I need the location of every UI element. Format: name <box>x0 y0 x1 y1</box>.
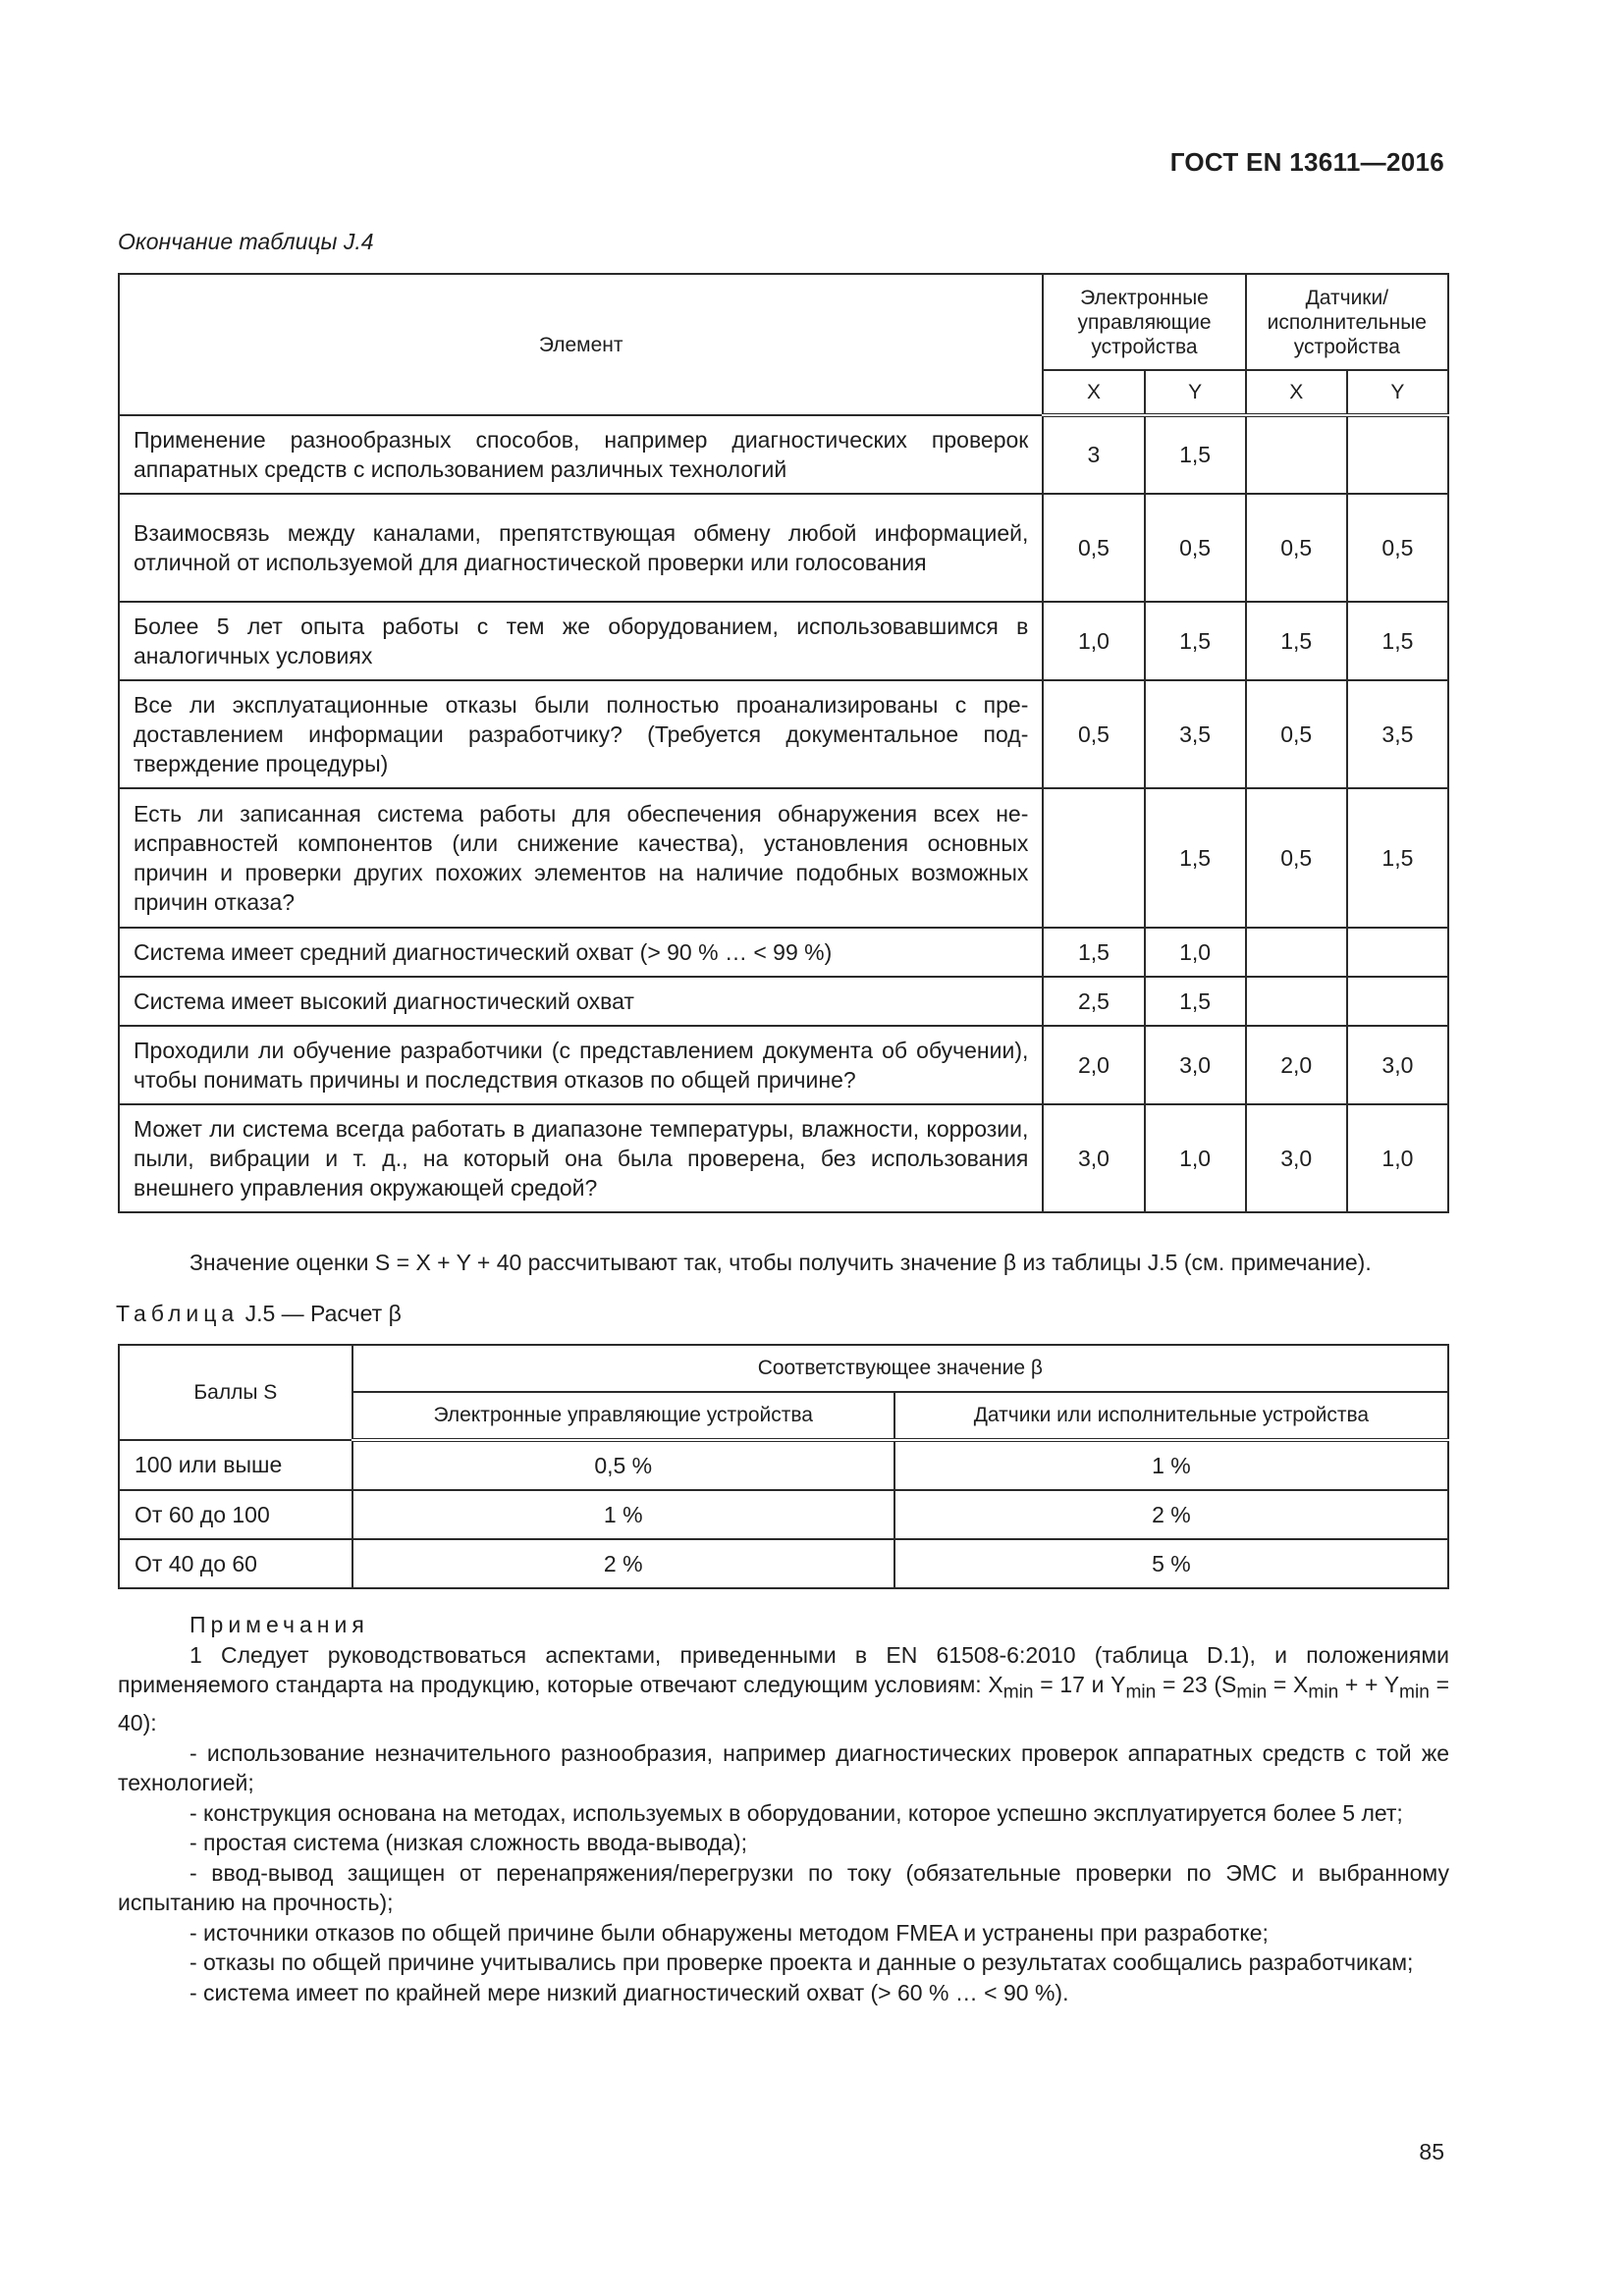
list-item: - система имеет по крайней мере низкий диагностический охват (> 60 % … < 90 %). <box>189 1979 1069 2005</box>
score-range: От 60 до 100 <box>119 1490 352 1539</box>
beta-electronic: 2 % <box>352 1539 894 1588</box>
table-row <box>119 1104 1448 1212</box>
note-1 <box>118 1640 1449 1738</box>
beta-electronic: 0,5 % <box>352 1440 894 1490</box>
table-row <box>119 415 1448 494</box>
value-sensors-x: 1,5 <box>1246 602 1347 680</box>
notes-section <box>118 1610 1449 2007</box>
header-sensors-x: X <box>1246 370 1347 415</box>
beta-electronic: 1 % <box>352 1490 894 1539</box>
value-sensors-x: 0,5 <box>1246 494 1347 602</box>
value-electronic-y: 0,5 <box>1145 494 1246 602</box>
value-sensors-y: 3,5 <box>1347 680 1448 788</box>
value-sensors-y: 1,5 <box>1347 602 1448 680</box>
note-1-text-a: 1 Следует руководствоваться аспектами, приведенными в EN 61508-6:2010 (таблица D.1), и положениями применяемого стандарта на продукцию, которые отвечают следующим условиям: X <box>118 1641 1449 1697</box>
value-electronic-x: 0,5 <box>1043 494 1144 602</box>
value-sensors-x <box>1246 977 1347 1026</box>
value-sensors-x: 0,5 <box>1246 680 1347 788</box>
value-sensors-x: 3,0 <box>1246 1104 1347 1212</box>
value-electronic-y: 1,5 <box>1145 977 1246 1026</box>
header-electronic-x: X <box>1043 370 1144 415</box>
subscript-min: min <box>1002 1682 1034 1703</box>
value-electronic-x: 3 <box>1043 415 1144 494</box>
note-1-text-f: = 40): <box>118 1672 1450 1736</box>
table-j4 <box>118 273 1449 1213</box>
element-text: Система имеет высокий диагностический охват <box>119 977 1043 1026</box>
note-1-text-c: = 23 (S <box>1156 1672 1237 1697</box>
beta-sensors: 1 % <box>894 1440 1448 1490</box>
value-sensors-x <box>1246 415 1347 494</box>
value-sensors-y <box>1347 415 1448 494</box>
beta-sensors: 2 % <box>894 1490 1448 1539</box>
list-item: - простая система (низкая сложность ввода-вывода); <box>189 1830 747 1856</box>
table-row <box>119 494 1448 602</box>
list-item: - использование незначительного разнообразия, например диагностических проверок аппаратных средств с той же технологией; <box>118 1739 1449 1796</box>
subscript-min: min <box>1399 1682 1430 1703</box>
table-row <box>119 602 1448 680</box>
note-1-text-e: + + Y <box>1338 1672 1400 1697</box>
list-item: - ввод-вывод защищен от перенапряжения/перегрузки по току (обязательные проверки по ЭМС и выбранному испытанию на прочность); <box>118 1859 1449 1916</box>
value-electronic-x: 1,0 <box>1043 602 1144 680</box>
value-electronic-y: 1,5 <box>1145 415 1246 494</box>
notes-title: Примечания <box>189 1612 369 1637</box>
note-1-text-d: = X <box>1267 1672 1309 1697</box>
list-item: - конструкция основана на методах, используемых в оборудовании, которое успешно эксплуатируется более 5 лет; <box>189 1799 1403 1826</box>
subscript-min: min <box>1125 1682 1157 1703</box>
page-number: 85 <box>1419 2139 1444 2164</box>
list-item: - отказы по общей причине учитывались при проверке проекта и данные о результатах сообщались разработчикам; <box>189 1949 1414 1976</box>
header-scores: Баллы S <box>119 1345 352 1440</box>
value-electronic-y: 3,5 <box>1145 680 1246 788</box>
table-continuation-caption: Окончание таблицы J.4 <box>118 229 374 254</box>
table-row <box>119 1026 1448 1104</box>
score-range: 100 или выше <box>119 1440 352 1490</box>
value-electronic-x: 3,0 <box>1043 1104 1144 1212</box>
list-item: - источники отказов по общей причине были обнаружены методом FMEA и устранены при разработке; <box>189 1919 1269 1946</box>
header-sensors-y: Y <box>1347 370 1448 415</box>
value-sensors-y: 1,0 <box>1347 1104 1448 1212</box>
header-sensors-actuators: Датчики/ исполнительные устройства <box>1246 274 1448 370</box>
value-electronic-y: 3,0 <box>1145 1026 1246 1104</box>
document-id-header: ГОСТ EN 13611—2016 <box>1169 147 1444 177</box>
value-sensors-y <box>1347 928 1448 977</box>
table-row <box>119 928 1448 977</box>
note-1-text-b: = 17 и Y <box>1033 1672 1126 1697</box>
header-electronic-y: Y <box>1145 370 1246 415</box>
value-electronic-y: 1,5 <box>1145 788 1246 928</box>
value-electronic-y: 1,0 <box>1145 1104 1246 1212</box>
table-j5-title <box>116 1301 402 1327</box>
table-row <box>119 1490 1448 1539</box>
beta-sensors: 5 % <box>894 1539 1448 1588</box>
value-electronic-x <box>1043 788 1144 928</box>
value-electronic-x: 0,5 <box>1043 680 1144 788</box>
element-text: Все ли эксплуатационные отказы были полностью проанализированы с предоставлением информации разработчику? (Требуется документальное подтверждение процедуры) <box>119 680 1043 788</box>
table-row <box>119 977 1448 1026</box>
element-text: Взаимосвязь между каналами, препятствующая обмену любой информацией, отличной от используемой для диагностической проверки или голосования <box>119 494 1043 602</box>
value-electronic-x: 2,5 <box>1043 977 1144 1026</box>
element-text: Проходили ли обучение разработчики (с представлением документа об обучении), чтобы понимать причины и последствия отказов по общей причине? <box>119 1026 1043 1104</box>
score-range: От 40 до 60 <box>119 1539 352 1588</box>
value-sensors-x <box>1246 928 1347 977</box>
table-row <box>119 680 1448 788</box>
header-electronic-devices: Электронные управляющие устройства <box>352 1392 894 1440</box>
subscript-min: min <box>1236 1682 1268 1703</box>
table-j5-title-word: Таблица <box>116 1301 240 1326</box>
value-electronic-y: 1,0 <box>1145 928 1246 977</box>
element-text: Более 5 лет опыта работы с тем же оборудованием, использовавшимся в аналогичных условиях <box>119 602 1043 680</box>
element-text: Может ли система всегда работать в диапазоне температуры, влажности, коррозии, пыли, вибрации и т. д., на который она была проверена, без использования внешнего управления окружающей средой? <box>119 1104 1043 1212</box>
value-sensors-y <box>1347 977 1448 1026</box>
value-sensors-x: 2,0 <box>1246 1026 1347 1104</box>
header-electronic-devices: Электронные управляющие устройства <box>1043 274 1245 370</box>
element-text: Применение разнообразных способов, например диагностических проверок аппаратных средств с использованием различных технологий <box>119 415 1043 494</box>
value-electronic-x: 2,0 <box>1043 1026 1144 1104</box>
table-row <box>119 788 1448 928</box>
value-electronic-y: 1,5 <box>1145 602 1246 680</box>
header-element: Элемент <box>119 274 1043 415</box>
element-text: Система имеет средний диагностический охват (> 90 % … < 99 %) <box>119 928 1043 977</box>
value-sensors-x: 0,5 <box>1246 788 1347 928</box>
header-sensors-actuators: Датчики или исполнительные устройства <box>894 1392 1448 1440</box>
table-j5 <box>118 1344 1449 1589</box>
score-formula-text: Значение оценки S = X + Y + 40 рассчитывают так, чтобы получить значение β из таблицы J.5 (см. примечание). <box>189 1250 1372 1275</box>
table-row <box>119 1440 1448 1490</box>
subscript-min: min <box>1308 1682 1339 1703</box>
table-row <box>119 1539 1448 1588</box>
header-beta-value: Соответствующее значение β <box>352 1345 1448 1392</box>
element-text: Есть ли записанная система работы для обеспечения обнаружения всех неисправностей компонентов (или снижение качества), установления основных причин и проверки других похожих элементов на наличие подобных возможных причин отказа? <box>119 788 1043 928</box>
value-sensors-y: 0,5 <box>1347 494 1448 602</box>
value-electronic-x: 1,5 <box>1043 928 1144 977</box>
table-j5-title-rest: J.5 — Расчет β <box>244 1301 402 1326</box>
value-sensors-y: 1,5 <box>1347 788 1448 928</box>
value-sensors-y: 3,0 <box>1347 1026 1448 1104</box>
